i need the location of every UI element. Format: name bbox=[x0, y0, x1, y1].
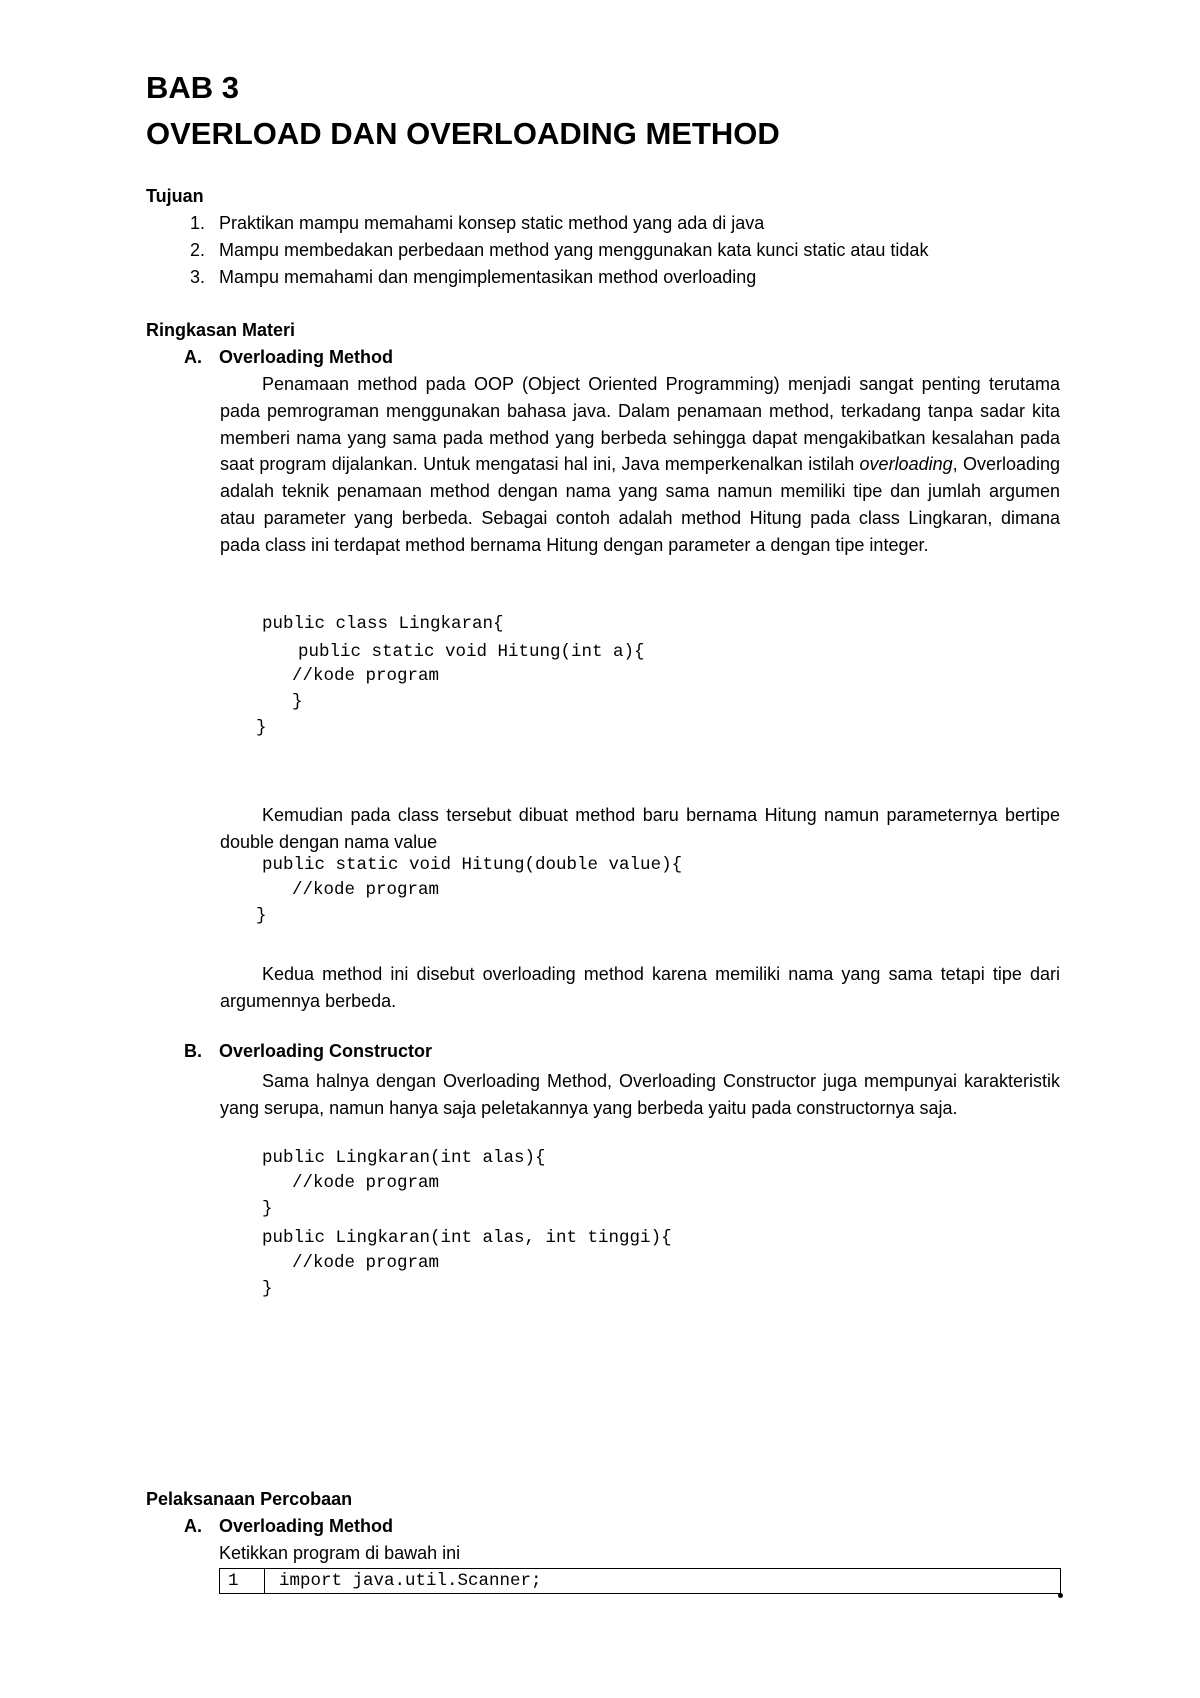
tujuan-item-3: Mampu memahami dan mengimplementasikan method overloading bbox=[219, 267, 757, 287]
line-number-cell: 1 bbox=[220, 1569, 265, 1594]
overloading-method-paragraph: Penamaan method pada OOP (Object Oriented Programming) menjadi sangat penting terutama pada pemrograman menggunakan bahasa java. Dalam penamaan method, terkadang tanpa sadar kita memberi nama yang sama pada method yang berbeda sehingga dapat mengakibatkan kesalahan pada saat program dijalankan. Untuk mengatasi hal ini, Java memperkenalkan istilah overloading, Overloading adalah teknik penamaan method dengan nama yang sama namun memiliki tipe dan jumlah argumen atau parameter yang berbeda. Sebagai contoh adalah method Hitung pada class Lingkaran, dimana pada class ini terdapat method bernama Hitung dengan parameter a dengan tipe integer. bbox=[220, 374, 1061, 555]
pelaksanaan-heading: Pelaksanaan Percobaan bbox=[146, 1489, 353, 1509]
code2-line-3: } bbox=[256, 906, 267, 926]
chapter-number: BAB 3 bbox=[146, 70, 240, 105]
overloading-summary-paragraph: Kedua method ini disebut overloading method karena memiliki nama yang sama tetapi tipe dari argumennya berbeda. bbox=[220, 964, 1060, 1011]
code3-line-5: //kode program bbox=[292, 1253, 440, 1273]
section-b-letter: B. bbox=[184, 1041, 202, 1061]
code3-line-3: } bbox=[262, 1199, 273, 1219]
tujuan-item-3-num: 3. bbox=[190, 267, 206, 287]
pelaksanaan-instruction: Ketikkan program di bawah ini bbox=[219, 1543, 461, 1563]
pelaksanaan-a-letter: A. bbox=[184, 1516, 202, 1536]
program-code-table bbox=[219, 1568, 1061, 1594]
code1-line-5: } bbox=[256, 718, 267, 738]
tujuan-item-1: Praktikan mampu memahami konsep static method yang ada di java bbox=[219, 213, 765, 233]
section-a-letter: A. bbox=[184, 347, 202, 367]
code3-line-4: public Lingkaran(int alas, int tinggi){ bbox=[262, 1228, 672, 1248]
tujuan-heading: Tujuan bbox=[146, 186, 204, 206]
code2-line-1: public static void Hitung(double value){ bbox=[262, 855, 683, 875]
ringkasan-heading: Ringkasan Materi bbox=[146, 320, 296, 340]
table-row bbox=[220, 1569, 1061, 1594]
code3-line-6: } bbox=[262, 1279, 273, 1299]
section-b-title: Overloading Constructor bbox=[219, 1041, 433, 1061]
tujuan-item-1-num: 1. bbox=[190, 213, 206, 233]
code1-line-3: //kode program bbox=[292, 666, 440, 686]
tujuan-item-2-num: 2. bbox=[190, 240, 206, 260]
table-corner-mark bbox=[1058, 1593, 1063, 1598]
code2-line-2: //kode program bbox=[292, 880, 440, 900]
overloading-constructor-paragraph: Sama halnya dengan Overloading Method, Overloading Constructor juga mempunyai karakteristik yang serupa, namun hanya saja peletakannya yang berbeda yaitu pada constructornya saja. bbox=[220, 1071, 1060, 1118]
code3-line-1: public Lingkaran(int alas){ bbox=[262, 1148, 546, 1168]
code1-line-4: } bbox=[292, 692, 303, 712]
tujuan-item-2: Mampu membedakan perbedaan method yang menggunakan kata kunci static atau tidak bbox=[219, 240, 929, 260]
code3-line-2: //kode program bbox=[292, 1173, 440, 1193]
section-a-title: Overloading Method bbox=[219, 347, 394, 367]
overloading-term: overloading bbox=[859, 454, 953, 475]
chapter-title: OVERLOAD DAN OVERLOADING METHOD bbox=[146, 116, 780, 151]
hitung-double-paragraph: Kemudian pada class tersebut dibuat method baru bernama Hitung namun parameternya bertipe double dengan nama value bbox=[220, 805, 1060, 852]
pelaksanaan-a-title: Overloading Method bbox=[219, 1516, 394, 1536]
code1-line-2: public static void Hitung(int a){ bbox=[298, 642, 645, 662]
code-cell: import java.util.Scanner; bbox=[265, 1569, 1061, 1594]
code1-line-1: public class Lingkaran{ bbox=[262, 614, 504, 634]
